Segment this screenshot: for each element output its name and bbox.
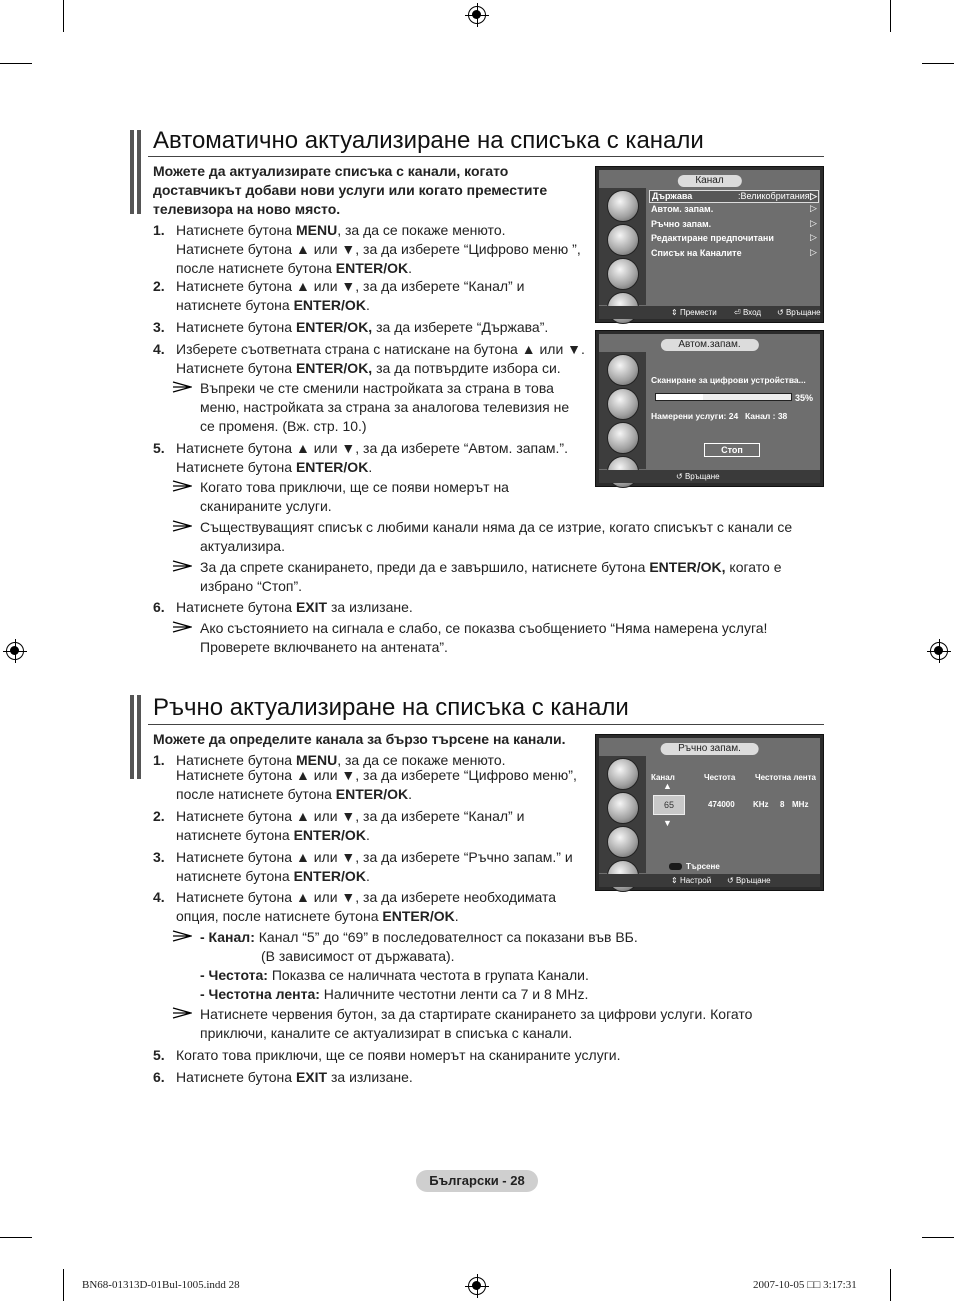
crop-mark — [63, 0, 64, 32]
section1-rule — [148, 156, 824, 157]
sound-icon — [607, 792, 639, 824]
tv-manual-title: Ръчно запам. — [660, 743, 759, 755]
section-bar — [130, 130, 134, 214]
tv-item-edit[interactable]: Редактиране предпочитани — [651, 233, 774, 243]
crop-mark — [890, 1269, 891, 1301]
tv-col-band: Честотна лента — [755, 773, 816, 782]
note-arrow-icon — [172, 381, 192, 393]
tv-khz: KHz — [753, 800, 769, 809]
tv-manual-store — [595, 734, 824, 891]
s2-step-6: 6. Натиснете бутона EXIT за излизане. — [153, 1069, 413, 1085]
tv-found-services: Намерени услуги: 24 — [651, 411, 739, 421]
section-bar — [137, 130, 141, 214]
s1-note-4: За да спрете сканирането, преди да е завършило, натиснете бутона ENTER/OK, когато е избрано “Стоп”. — [200, 558, 810, 596]
tv-progress-label: 35% — [795, 393, 814, 403]
section2-intro: Можете да определите канала за бързо търсене на канали. — [153, 731, 566, 747]
channel-icon — [607, 258, 639, 290]
s1-note-1: Въпреки че сте сменили настройката за страна в това меню, настройката за страна за аналогова телевизия не се променя. (Вж. стр. 10.) — [200, 379, 585, 436]
crop-mark — [0, 1237, 32, 1238]
picture-icon — [607, 354, 639, 386]
file-slug: BN68-01313D-01Bul-1005.indd 28 — [82, 1279, 240, 1291]
tv-sidebar — [599, 188, 646, 305]
down-arrow-icon[interactable]: ▼ — [663, 818, 672, 828]
crop-mark — [890, 0, 891, 32]
s1-step-6: 6. Натиснете бутона EXIT за излизане. — [153, 599, 413, 615]
page-number: Български - 28 — [416, 1170, 538, 1192]
tv-menu-title: Канал — [677, 175, 741, 187]
tv-progress-bar — [655, 393, 792, 401]
tv-item-auto[interactable]: Автом. запам. — [651, 204, 714, 214]
tv-auto-title: Автом.запам. — [660, 339, 758, 351]
channel-icon — [607, 422, 639, 454]
tv-auto-store — [595, 330, 824, 487]
registration-mark-icon — [468, 1277, 486, 1295]
registration-mark-icon — [6, 642, 24, 660]
s1-step-3: 3. Натиснете бутона ENTER/OK, за да изберете “Държава”. — [153, 319, 549, 335]
picture-icon — [607, 190, 639, 222]
note-arrow-icon — [172, 1007, 192, 1019]
note-arrow-icon — [172, 480, 192, 492]
tv-sidebar — [599, 756, 646, 873]
tv-menu-channel: Канал Държава :Великобритания ▷ Автом. запам. ▷ Ръчно запам. ▷ Редактиране предпочитани ▷ Списък на Каналите ▷ ⇕ Премести ⏎ Вход ↺ Връщане — [595, 166, 824, 323]
sound-icon — [607, 388, 639, 420]
red-button-icon[interactable] — [669, 863, 682, 870]
note-arrow-icon — [172, 621, 192, 633]
section-bar — [137, 695, 141, 779]
crop-mark — [922, 63, 954, 64]
tv-scanning-text: Сканиране за цифрови устройства... — [651, 375, 806, 385]
registration-mark-icon — [468, 6, 486, 24]
section1-title: Автоматично актуализиране на списъка с канали — [153, 127, 704, 154]
tv-freq-value: 474000 — [708, 800, 735, 809]
tv-item-list[interactable]: Списък на Каналите — [651, 248, 742, 258]
s2-note-red: Натиснете червения бутон, за да стартирате сканирането за цифрови услуги. Когато приключи, каналите се актуализират в списъка с канали. — [200, 1005, 780, 1043]
s1-note-2: Когато това приключи, ще се появи номерът на сканираните услуги. — [200, 478, 530, 516]
section1-intro: Можете да актуализирате списъка с канали, когато доставчикът добави нови услуги или когато преместите телевизора на ново място. — [153, 163, 548, 217]
note-arrow-icon — [172, 930, 192, 942]
up-arrow-icon[interactable]: ▲ — [663, 781, 672, 791]
section-bar — [130, 695, 134, 779]
tv-col-channel: Канал — [651, 773, 675, 782]
tv-channel-count: Канал : 38 — [745, 411, 788, 421]
s2-step-3: 3. Натиснете бутона ▲ или ▼, за да изберете “Ръчно запам.” и натиснете бутона ENTER/OK. — [153, 849, 573, 884]
date-slug: 2007-10-05 □□ 3:17:31 — [753, 1279, 857, 1291]
s2-step-4: 4. Натиснете бутона ▲ или ▼, за да изберете необходимата опция, после натиснете бутона ENTER/OK. — [153, 889, 557, 924]
tv-item-manual[interactable]: Ръчно запам. — [651, 219, 712, 229]
s1-note-5: Ако състоянието на сигнала е слабо, се показва съобщението “Няма намерена услуга! Проверете включването на антената”. — [200, 619, 800, 657]
tv-stop-button[interactable]: Стоп — [704, 443, 760, 457]
crop-mark — [63, 1269, 64, 1301]
s2-step-1: 1. Натиснете бутона MENU, за да се покаже менюто. Натиснете бутона ▲ или ▼, за да изберете “Цифрово меню”, после натиснете бутона ENTER/OK. — [153, 752, 577, 802]
note-arrow-icon — [172, 520, 192, 532]
s2-step-2: 2. Натиснете бутона ▲ или ▼, за да изберете “Канал” и натиснете бутона ENTER/OK. — [153, 808, 525, 843]
section2-title: Ръчно актуализиране на списъка с канали — [153, 694, 629, 721]
picture-icon — [607, 758, 639, 790]
s1-note-3: Съществуващият списък с любими канали няма да се изтрие, когато списъкът с канали се актуализира. — [200, 518, 820, 556]
channel-icon — [607, 826, 639, 858]
sound-icon — [607, 224, 639, 256]
s1-step-1: 1. Натиснете бутона MENU, за да се покаже менюто. Натиснете бутона ▲ или ▼, за да изберете “Цифрово меню ”, после натиснете бутона ENTER/OK. — [153, 222, 581, 276]
s1-step-2: 2. Натиснете бутона ▲ или ▼, за да изберете “Канал” и натиснете бутона ENTER/OK. — [153, 278, 525, 313]
section2-rule — [148, 724, 824, 725]
registration-mark-icon — [930, 642, 948, 660]
tv-band-value: 8 — [780, 800, 785, 809]
tv-menu-bottom: ⇕ Премести ⏎ Вход ↺ Връщане — [599, 306, 820, 319]
tv-item-country[interactable]: Държава :Великобритания ▷ — [649, 190, 819, 203]
s2-step-5: 5. Когато това приключи, ще се появи номерът на сканираните услуги. — [153, 1047, 621, 1063]
tv-channel-value[interactable]: 65 — [653, 795, 685, 815]
s1-step-5: 5. Натиснете бутона ▲ или ▼, за да изберете “Автом. запам.”. Натиснете бутона ENTER/OK. — [153, 440, 568, 475]
crop-mark — [922, 1237, 954, 1238]
tv-mhz: MHz — [792, 800, 809, 809]
tv-col-frequency: Честота — [704, 773, 736, 782]
tv-sidebar — [599, 352, 646, 469]
note-arrow-icon — [172, 560, 192, 572]
tv-search-label: Търсене — [686, 862, 720, 871]
s1-step-4: 4. Изберете съответната страна с натискане на бутона ▲ или ▼. Натиснете бутона ENTER/OK, за да потвърдите избора си. — [153, 341, 585, 376]
s2-note-options: - Канал: Канал “5” до “69” в последователност са показани във ВБ. (В зависимост от държавата). - Честота: Показва се наличната честота в групата Канали. - Честотна лента: Наличните честотни ленти са 7 и 8 MHz. — [200, 928, 760, 1004]
crop-mark — [0, 63, 32, 64]
tv-manual-bottom: ⇕ Настрой ↺ Връщане — [599, 874, 820, 887]
tv-auto-bottom: ↺ Връщане — [599, 470, 820, 483]
